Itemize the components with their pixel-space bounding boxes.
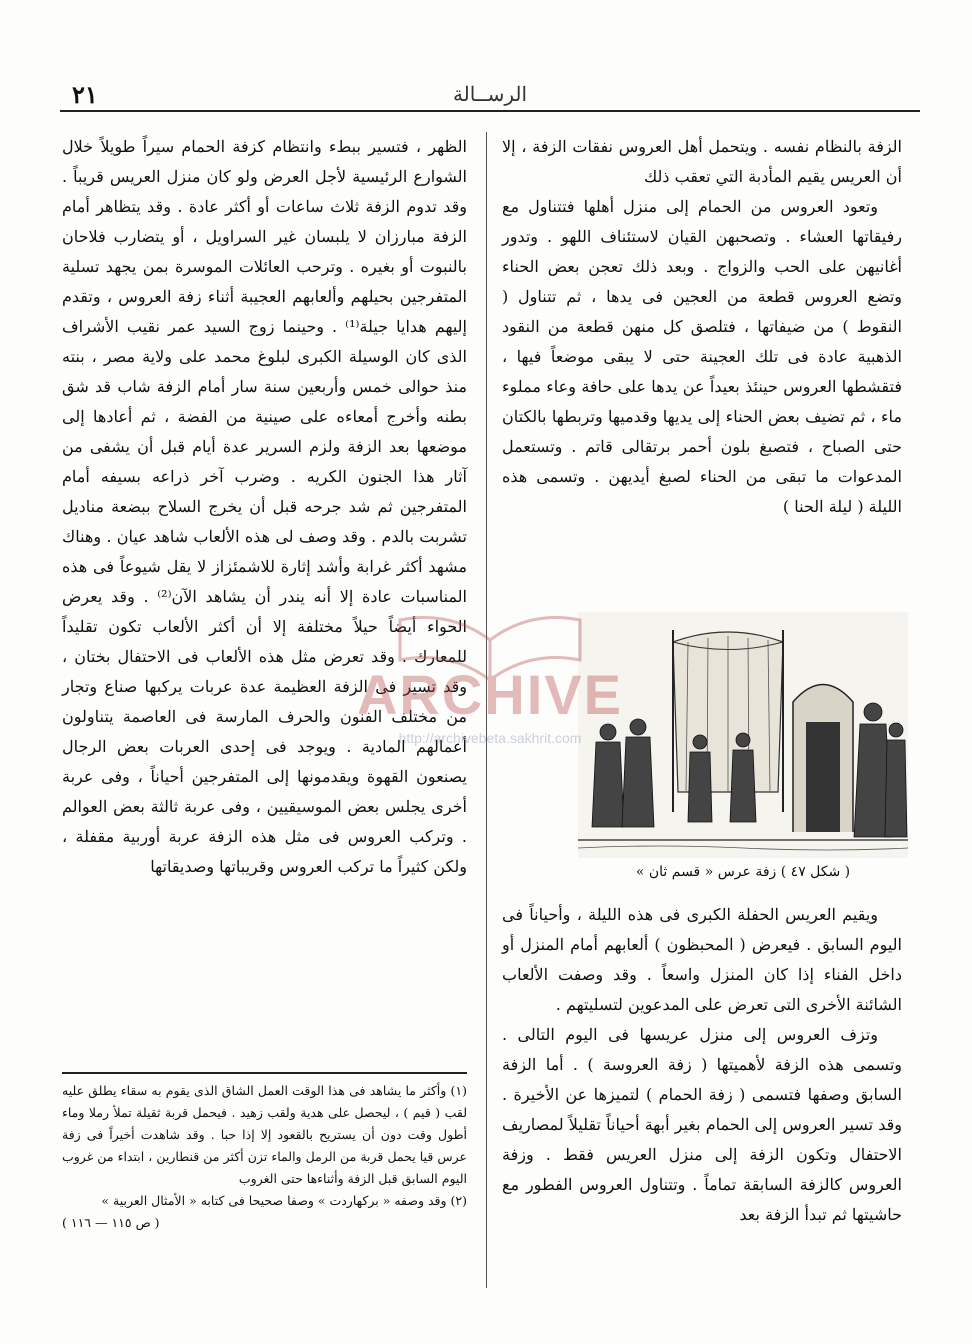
running-title: الرســالة: [452, 82, 528, 106]
column-divider: [486, 132, 487, 1288]
paragraph: الزفة بالنظام نفسه . ويتحمل أهل العروس نفقات الزفة ، إلا أن العريس يقيم المأدبة التي تعقب ذلك: [502, 137, 902, 186]
page-header: [60, 78, 920, 112]
footnote-rule: [62, 1072, 467, 1074]
watermark-title: ARCHIVE: [356, 663, 624, 726]
paragraph: الظهر ، فتسير ببطء وانتظام كزفة الحمام سيراً طويلاً خلال الشوارع الرئيسية لأجل العرض ولو كان منزل العريس قريباً . وقد تدوم الزفة ثلاث ساعات أو أكثر عادة . وقد يتظاهر أمام الزفة مبارزان لا يلبسان غير السراويل ، أو يتضارب فلاحان بالنبوت أو بغيره . وترحب العائلات الموسرة بمن يجهد تسلية المتفرجين بحيلهم وألعابهم العجيبة أثناء زفة العروس ، وتقدم إليهم هدايا جيلة⁽¹⁾ . وحينما زوج السيد عمر نقيب الأشراف الذى كان الوسيلة الكبرى لبلوغ محمد على ولاية مصر ، بنته منذ حوالى خمس وأربعين سنة سار أمام الزفة شاب قد شق بطنه وأخرج أمعاءه على صينية من الفضة ، ثم أعادها إلى موضعها بعد الزفة ولزم السرير عدة أيام قبل أن يشفى من آثار هذا الجنون الكريه . وضرب آخر ذراعه بسيفه أمام المتفرجين ثم شد جرحه قبل أن يخرج السلاح ببضعة مناديل تشربت بالدم . وقد وصف لى هذه الألعاب شاهد عيان . وهناك مشهد أكثر غرابة وأشد إثارة للاشمئزاز لا يقل شيوعاً فى هذه المناسبات عادة إلا أنه يندر أن يشاهد الآن⁽²⁾ . وقد يعرض الحواء أيضاً حيلاً مختلفة إلا أن أكثر الألعاب تكون تقليداً للمعارك . وقد تعرض مثل هذه الألعاب فى الاحتفال بختان ، وقد تسير فى الزفة العظيمة عدة عربات يركبها صناع وتجار من مختلف الفنون والحرف المارسة فى العاصمة يتناولون أعمالهم المادية . ويوجد فى إحدى العربات بعض الرجال يصنعون القهوة ويقدمونها إلى المتفرجين أحياناً ، وفى عربة أخرى يجلس بعض الموسيقيين ، وفى عربة ثالثة بعض العوالم . وتركب العروس فى مثل هذه الزفة عربة أوربية مقفلة ، ولكن كثيراً ما تركب العروس وقريباتها وصديقاتها: [62, 137, 468, 876]
figure-caption: ( شكل ٤٧ ) زفة عرس « قسم ثان »: [635, 864, 851, 880]
watermark-url: http://archivebeta.sakhrit.com: [398, 730, 582, 746]
wedding-procession-illustration: [578, 612, 908, 858]
footnotes: [62, 1080, 467, 1234]
right-column-continued: [502, 900, 902, 1230]
footnote: (٢) وقد وصفه « بركهاردت » وصفا صحيحا فى كتابه « الأمثال العربية »: [101, 1193, 467, 1208]
pages-reference: ( ص ١١٥ — ١١٦ ): [62, 1215, 160, 1230]
footnote: (١) وأكثر ما يشاهد فى هذا الوقت العمل الشاق الذى يقوم به سقاء يطلق عليه لقب ( قيم ) ، ليحصل على هدية ولقب زهيد . فيحمل قربة ثقيلة تملأ رملا وماء أطول وقت دون أن يستريح بالقعود إلا إذا حبا . وقد شاهدت أخيراً فى زفة عرس قيا يحمل قربة من الرمل والماء تزن أكثر من قنطارين ، ابتداء من غروب اليوم السابق قبل الزفة وأثناءها حتى الغروب: [62, 1083, 467, 1186]
illustration-drawing: [578, 612, 908, 858]
paragraph: وتعود العروس من الحمام إلى منزل أهلها فتتناول مع رفيقاتها العشاء . وتصحبهن القيان لاستئناف اللهو . وتدور أغانيهن على الحب والزواج . وبعد ذلك تعجن بعض الحناء وتضع العروس قطعة من العجين فى يدها ، ثم تتناول ( النقوط ) من ضيفاتها ، فتلصق كل منهن قطعة من النقود الذهبية عادة فى تلك العجينة حتى لا يبقى موضعاً فيها ، فتقشطها العروس حينئذ بعيداً عن يدها على حافة وعاء مملوء ماء ، ثم تضيف بعض الحناء إلى يديها وقدميها وتربطها بالكتان حتى الصباح ، فتصبغ بلون أحمر برتقالى قاتم . وتستعمل المدعوات ما تبقى من الحناء لصبغ أيديهن . وتسمى هذه الليلة ( ليلة الحنا ): [502, 197, 902, 516]
paragraph: وتزف العروس إلى منزل عريسها فى اليوم التالى . وتسمى هذه الزفة لأهميتها ( زفة العروسة ) . أما الزفة السابق وصفها فتسمى ( زفة الحمام ) لتميزها عن الأخيرة . وقد تسير العروس إلى الحمام بغير أبهة أحياناً تقليلاً لمصاريف الاحتفال وتكون الزفة إلى منزل العريس فقط . وزفة العروس كالزفة السابقة تماماً . وتتناول العروس الفطور مع حاشيتها ثم تبدأ الزفة بعد: [502, 1025, 902, 1224]
left-column: [62, 132, 467, 882]
header-rule: [60, 110, 920, 112]
paragraph: ويقيم العريس الحفلة الكبرى فى هذه الليلة ، وأحياناً فى اليوم السابق . فيعرض ( المحبظون ) ألعابهم أمام المنزل أو داخل الفناء إذا كان المنزل واسعاً . وقد وصفت الألعاب الشائنة الأخرى التى تعرض على المدعوين لتسليتهم .: [502, 905, 902, 1014]
right-column: [502, 132, 902, 522]
page-number: ٢١: [72, 80, 98, 109]
